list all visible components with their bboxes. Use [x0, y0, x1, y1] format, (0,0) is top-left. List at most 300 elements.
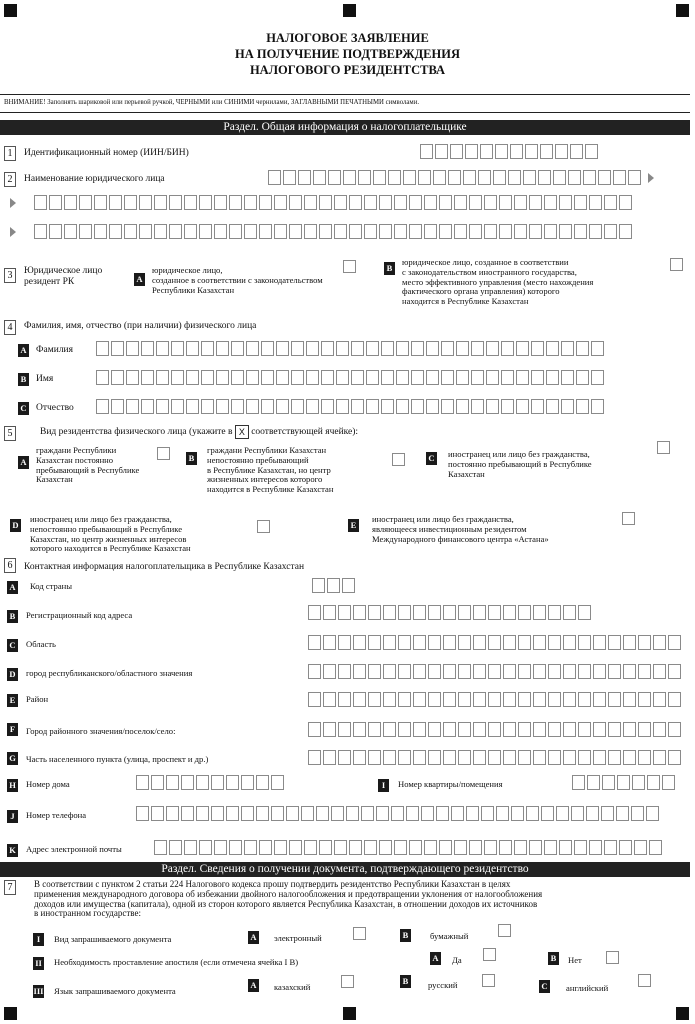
char-cell[interactable]: [319, 840, 332, 855]
char-cell[interactable]: [544, 224, 557, 239]
char-cell[interactable]: [493, 170, 506, 185]
char-cell[interactable]: [533, 750, 546, 765]
residency-option-c-checkbox[interactable]: [657, 441, 670, 454]
char-cell[interactable]: [471, 370, 484, 385]
char-cell[interactable]: [608, 692, 621, 707]
char-cell[interactable]: [488, 692, 501, 707]
char-cell[interactable]: [343, 170, 356, 185]
char-cell[interactable]: [346, 806, 359, 821]
char-cell[interactable]: [458, 635, 471, 650]
char-cell[interactable]: [304, 840, 317, 855]
char-cell[interactable]: [499, 195, 512, 210]
char-cell[interactable]: [589, 195, 602, 210]
city-cells[interactable]: [308, 664, 681, 679]
char-cell[interactable]: [561, 341, 574, 356]
char-cell[interactable]: [353, 692, 366, 707]
char-cell[interactable]: [364, 840, 377, 855]
char-cell[interactable]: [563, 722, 576, 737]
char-cell[interactable]: [229, 195, 242, 210]
patronymic-cells[interactable]: [96, 399, 604, 414]
char-cell[interactable]: [381, 370, 394, 385]
char-cell[interactable]: [469, 195, 482, 210]
char-cell[interactable]: [201, 370, 214, 385]
char-cell[interactable]: [338, 750, 351, 765]
char-cell[interactable]: [396, 399, 409, 414]
char-cell[interactable]: [141, 370, 154, 385]
residency-option-a-checkbox[interactable]: [157, 447, 170, 460]
char-cell[interactable]: [79, 224, 92, 239]
char-cell[interactable]: [623, 635, 636, 650]
apartment-cells[interactable]: [572, 775, 675, 790]
char-cell[interactable]: [638, 692, 651, 707]
char-cell[interactable]: [323, 605, 336, 620]
char-cell[interactable]: [186, 341, 199, 356]
no-checkbox[interactable]: [606, 951, 619, 964]
char-cell[interactable]: [241, 806, 254, 821]
legal-entity-name-cells-row3[interactable]: [34, 224, 632, 239]
char-cell[interactable]: [413, 750, 426, 765]
char-cell[interactable]: [398, 664, 411, 679]
char-cell[interactable]: [604, 840, 617, 855]
char-cell[interactable]: [94, 224, 107, 239]
char-cell[interactable]: [433, 170, 446, 185]
char-cell[interactable]: [518, 692, 531, 707]
char-cell[interactable]: [514, 195, 527, 210]
char-cell[interactable]: [653, 635, 666, 650]
char-cell[interactable]: [486, 370, 499, 385]
char-cell[interactable]: [510, 144, 523, 159]
char-cell[interactable]: [141, 341, 154, 356]
char-cell[interactable]: [331, 806, 344, 821]
char-cell[interactable]: [196, 806, 209, 821]
char-cell[interactable]: [319, 195, 332, 210]
char-cell[interactable]: [586, 806, 599, 821]
char-cell[interactable]: [171, 399, 184, 414]
char-cell[interactable]: [420, 144, 433, 159]
char-cell[interactable]: [268, 170, 281, 185]
char-cell[interactable]: [568, 170, 581, 185]
char-cell[interactable]: [668, 635, 681, 650]
char-cell[interactable]: [591, 370, 604, 385]
char-cell[interactable]: [589, 224, 602, 239]
char-cell[interactable]: [169, 224, 182, 239]
char-cell[interactable]: [518, 664, 531, 679]
char-cell[interactable]: [304, 195, 317, 210]
char-cell[interactable]: [226, 806, 239, 821]
char-cell[interactable]: [574, 195, 587, 210]
char-cell[interactable]: [156, 341, 169, 356]
char-cell[interactable]: [229, 224, 242, 239]
char-cell[interactable]: [403, 170, 416, 185]
char-cell[interactable]: [216, 341, 229, 356]
char-cell[interactable]: [441, 370, 454, 385]
char-cell[interactable]: [338, 635, 351, 650]
char-cell[interactable]: [313, 170, 326, 185]
char-cell[interactable]: [289, 224, 302, 239]
char-cell[interactable]: [411, 399, 424, 414]
char-cell[interactable]: [578, 635, 591, 650]
char-cell[interactable]: [349, 224, 362, 239]
char-cell[interactable]: [109, 224, 122, 239]
char-cell[interactable]: [653, 722, 666, 737]
char-cell[interactable]: [424, 840, 437, 855]
char-cell[interactable]: [518, 635, 531, 650]
char-cell[interactable]: [136, 775, 149, 790]
resident-option-b-checkbox[interactable]: [670, 258, 683, 271]
char-cell[interactable]: [308, 635, 321, 650]
char-cell[interactable]: [608, 722, 621, 737]
char-cell[interactable]: [428, 605, 441, 620]
char-cell[interactable]: [473, 605, 486, 620]
char-cell[interactable]: [398, 635, 411, 650]
char-cell[interactable]: [291, 370, 304, 385]
char-cell[interactable]: [631, 806, 644, 821]
char-cell[interactable]: [533, 664, 546, 679]
district-cells[interactable]: [308, 692, 681, 707]
char-cell[interactable]: [364, 195, 377, 210]
char-cell[interactable]: [548, 722, 561, 737]
char-cell[interactable]: [578, 750, 591, 765]
char-cell[interactable]: [480, 144, 493, 159]
char-cell[interactable]: [484, 195, 497, 210]
char-cell[interactable]: [593, 750, 606, 765]
char-cell[interactable]: [619, 195, 632, 210]
email-cells[interactable]: [154, 840, 662, 855]
char-cell[interactable]: [484, 224, 497, 239]
char-cell[interactable]: [308, 605, 321, 620]
char-cell[interactable]: [499, 840, 512, 855]
char-cell[interactable]: [308, 750, 321, 765]
char-cell[interactable]: [323, 722, 336, 737]
char-cell[interactable]: [336, 399, 349, 414]
char-cell[interactable]: [441, 399, 454, 414]
char-cell[interactable]: [246, 399, 259, 414]
char-cell[interactable]: [308, 722, 321, 737]
char-cell[interactable]: [638, 635, 651, 650]
char-cell[interactable]: [439, 224, 452, 239]
phone-cells[interactable]: [136, 806, 659, 821]
char-cell[interactable]: [589, 840, 602, 855]
char-cell[interactable]: [276, 341, 289, 356]
char-cell[interactable]: [518, 605, 531, 620]
char-cell[interactable]: [289, 195, 302, 210]
char-cell[interactable]: [383, 722, 396, 737]
char-cell[interactable]: [111, 399, 124, 414]
char-cell[interactable]: [570, 144, 583, 159]
char-cell[interactable]: [529, 224, 542, 239]
house-number-cells[interactable]: [136, 775, 284, 790]
char-cell[interactable]: [463, 170, 476, 185]
char-cell[interactable]: [503, 692, 516, 707]
char-cell[interactable]: [516, 399, 529, 414]
char-cell[interactable]: [668, 750, 681, 765]
legal-entity-name-cells[interactable]: [268, 170, 641, 185]
region-cells[interactable]: [308, 635, 681, 650]
char-cell[interactable]: [471, 341, 484, 356]
char-cell[interactable]: [79, 195, 92, 210]
char-cell[interactable]: [593, 722, 606, 737]
char-cell[interactable]: [563, 635, 576, 650]
char-cell[interactable]: [632, 775, 645, 790]
char-cell[interactable]: [533, 635, 546, 650]
char-cell[interactable]: [409, 224, 422, 239]
char-cell[interactable]: [259, 195, 272, 210]
char-cell[interactable]: [578, 722, 591, 737]
char-cell[interactable]: [283, 170, 296, 185]
char-cell[interactable]: [291, 399, 304, 414]
char-cell[interactable]: [501, 370, 514, 385]
char-cell[interactable]: [471, 399, 484, 414]
char-cell[interactable]: [111, 370, 124, 385]
char-cell[interactable]: [94, 195, 107, 210]
char-cell[interactable]: [514, 840, 527, 855]
char-cell[interactable]: [321, 341, 334, 356]
char-cell[interactable]: [171, 370, 184, 385]
char-cell[interactable]: [441, 341, 454, 356]
char-cell[interactable]: [49, 224, 62, 239]
char-cell[interactable]: [478, 170, 491, 185]
char-cell[interactable]: [486, 399, 499, 414]
char-cell[interactable]: [216, 399, 229, 414]
char-cell[interactable]: [466, 806, 479, 821]
char-cell[interactable]: [353, 750, 366, 765]
char-cell[interactable]: [533, 692, 546, 707]
char-cell[interactable]: [301, 806, 314, 821]
char-cell[interactable]: [623, 722, 636, 737]
char-cell[interactable]: [261, 399, 274, 414]
country-code-cells[interactable]: [312, 578, 355, 593]
char-cell[interactable]: [439, 840, 452, 855]
char-cell[interactable]: [413, 722, 426, 737]
char-cell[interactable]: [361, 806, 374, 821]
char-cell[interactable]: [426, 399, 439, 414]
char-cell[interactable]: [379, 224, 392, 239]
char-cell[interactable]: [323, 635, 336, 650]
char-cell[interactable]: [274, 840, 287, 855]
char-cell[interactable]: [201, 341, 214, 356]
char-cell[interactable]: [351, 370, 364, 385]
char-cell[interactable]: [553, 170, 566, 185]
char-cell[interactable]: [398, 692, 411, 707]
char-cell[interactable]: [327, 578, 340, 593]
char-cell[interactable]: [653, 750, 666, 765]
char-cell[interactable]: [563, 664, 576, 679]
char-cell[interactable]: [587, 775, 600, 790]
char-cell[interactable]: [458, 692, 471, 707]
char-cell[interactable]: [561, 399, 574, 414]
char-cell[interactable]: [458, 722, 471, 737]
char-cell[interactable]: [289, 840, 302, 855]
yes-checkbox[interactable]: [483, 948, 496, 961]
legal-entity-name-cells-row2[interactable]: [34, 195, 632, 210]
char-cell[interactable]: [261, 341, 274, 356]
char-cell[interactable]: [436, 806, 449, 821]
char-cell[interactable]: [409, 840, 422, 855]
char-cell[interactable]: [435, 144, 448, 159]
char-cell[interactable]: [396, 370, 409, 385]
char-cell[interactable]: [563, 750, 576, 765]
char-cell[interactable]: [523, 170, 536, 185]
char-cell[interactable]: [383, 750, 396, 765]
char-cell[interactable]: [428, 722, 441, 737]
char-cell[interactable]: [394, 224, 407, 239]
char-cell[interactable]: [353, 635, 366, 650]
char-cell[interactable]: [286, 806, 299, 821]
char-cell[interactable]: [368, 635, 381, 650]
char-cell[interactable]: [503, 722, 516, 737]
char-cell[interactable]: [529, 195, 542, 210]
char-cell[interactable]: [484, 840, 497, 855]
char-cell[interactable]: [321, 399, 334, 414]
char-cell[interactable]: [259, 840, 272, 855]
char-cell[interactable]: [124, 195, 137, 210]
char-cell[interactable]: [443, 605, 456, 620]
char-cell[interactable]: [465, 144, 478, 159]
char-cell[interactable]: [583, 170, 596, 185]
char-cell[interactable]: [199, 840, 212, 855]
char-cell[interactable]: [559, 195, 572, 210]
char-cell[interactable]: [244, 840, 257, 855]
char-cell[interactable]: [124, 224, 137, 239]
char-cell[interactable]: [96, 370, 109, 385]
char-cell[interactable]: [538, 170, 551, 185]
char-cell[interactable]: [501, 341, 514, 356]
char-cell[interactable]: [473, 722, 486, 737]
char-cell[interactable]: [458, 605, 471, 620]
char-cell[interactable]: [184, 840, 197, 855]
char-cell[interactable]: [456, 399, 469, 414]
char-cell[interactable]: [383, 605, 396, 620]
char-cell[interactable]: [421, 806, 434, 821]
char-cell[interactable]: [323, 692, 336, 707]
char-cell[interactable]: [458, 750, 471, 765]
char-cell[interactable]: [241, 775, 254, 790]
char-cell[interactable]: [349, 195, 362, 210]
char-cell[interactable]: [424, 224, 437, 239]
char-cell[interactable]: [156, 370, 169, 385]
char-cell[interactable]: [306, 341, 319, 356]
char-cell[interactable]: [394, 195, 407, 210]
char-cell[interactable]: [383, 664, 396, 679]
char-cell[interactable]: [328, 170, 341, 185]
char-cell[interactable]: [181, 806, 194, 821]
char-cell[interactable]: [638, 722, 651, 737]
char-cell[interactable]: [196, 775, 209, 790]
char-cell[interactable]: [49, 195, 62, 210]
char-cell[interactable]: [578, 664, 591, 679]
char-cell[interactable]: [413, 692, 426, 707]
char-cell[interactable]: [64, 195, 77, 210]
char-cell[interactable]: [617, 775, 630, 790]
char-cell[interactable]: [336, 370, 349, 385]
char-cell[interactable]: [353, 664, 366, 679]
char-cell[interactable]: [503, 635, 516, 650]
char-cell[interactable]: [186, 370, 199, 385]
char-cell[interactable]: [291, 341, 304, 356]
char-cell[interactable]: [546, 370, 559, 385]
char-cell[interactable]: [548, 692, 561, 707]
char-cell[interactable]: [546, 399, 559, 414]
char-cell[interactable]: [34, 195, 47, 210]
char-cell[interactable]: [388, 170, 401, 185]
char-cell[interactable]: [514, 224, 527, 239]
char-cell[interactable]: [576, 370, 589, 385]
char-cell[interactable]: [351, 341, 364, 356]
char-cell[interactable]: [109, 195, 122, 210]
char-cell[interactable]: [548, 750, 561, 765]
paper-checkbox[interactable]: [498, 924, 511, 937]
char-cell[interactable]: [604, 195, 617, 210]
char-cell[interactable]: [271, 806, 284, 821]
char-cell[interactable]: [443, 664, 456, 679]
char-cell[interactable]: [469, 840, 482, 855]
char-cell[interactable]: [199, 195, 212, 210]
char-cell[interactable]: [139, 195, 152, 210]
char-cell[interactable]: [443, 722, 456, 737]
char-cell[interactable]: [391, 806, 404, 821]
char-cell[interactable]: [616, 806, 629, 821]
char-cell[interactable]: [216, 370, 229, 385]
char-cell[interactable]: [559, 224, 572, 239]
char-cell[interactable]: [623, 692, 636, 707]
char-cell[interactable]: [593, 692, 606, 707]
char-cell[interactable]: [411, 341, 424, 356]
char-cell[interactable]: [619, 840, 632, 855]
char-cell[interactable]: [533, 605, 546, 620]
char-cell[interactable]: [516, 341, 529, 356]
char-cell[interactable]: [525, 144, 538, 159]
char-cell[interactable]: [368, 722, 381, 737]
char-cell[interactable]: [574, 224, 587, 239]
char-cell[interactable]: [668, 664, 681, 679]
char-cell[interactable]: [323, 664, 336, 679]
char-cell[interactable]: [171, 341, 184, 356]
char-cell[interactable]: [428, 692, 441, 707]
char-cell[interactable]: [246, 341, 259, 356]
char-cell[interactable]: [246, 370, 259, 385]
char-cell[interactable]: [96, 341, 109, 356]
char-cell[interactable]: [516, 370, 529, 385]
char-cell[interactable]: [563, 605, 576, 620]
char-cell[interactable]: [608, 635, 621, 650]
char-cell[interactable]: [274, 224, 287, 239]
char-cell[interactable]: [546, 341, 559, 356]
char-cell[interactable]: [454, 840, 467, 855]
char-cell[interactable]: [638, 750, 651, 765]
char-cell[interactable]: [443, 750, 456, 765]
char-cell[interactable]: [608, 750, 621, 765]
kazakh-checkbox[interactable]: [341, 975, 354, 988]
char-cell[interactable]: [518, 750, 531, 765]
char-cell[interactable]: [623, 750, 636, 765]
char-cell[interactable]: [316, 806, 329, 821]
address-code-cells[interactable]: [308, 605, 591, 620]
char-cell[interactable]: [448, 170, 461, 185]
char-cell[interactable]: [593, 635, 606, 650]
char-cell[interactable]: [450, 144, 463, 159]
char-cell[interactable]: [308, 664, 321, 679]
char-cell[interactable]: [409, 195, 422, 210]
char-cell[interactable]: [668, 722, 681, 737]
char-cell[interactable]: [96, 399, 109, 414]
residency-option-e-checkbox[interactable]: [622, 512, 635, 525]
first-name-cells[interactable]: [96, 370, 604, 385]
char-cell[interactable]: [576, 399, 589, 414]
char-cell[interactable]: [199, 224, 212, 239]
char-cell[interactable]: [244, 195, 257, 210]
char-cell[interactable]: [306, 370, 319, 385]
char-cell[interactable]: [649, 840, 662, 855]
